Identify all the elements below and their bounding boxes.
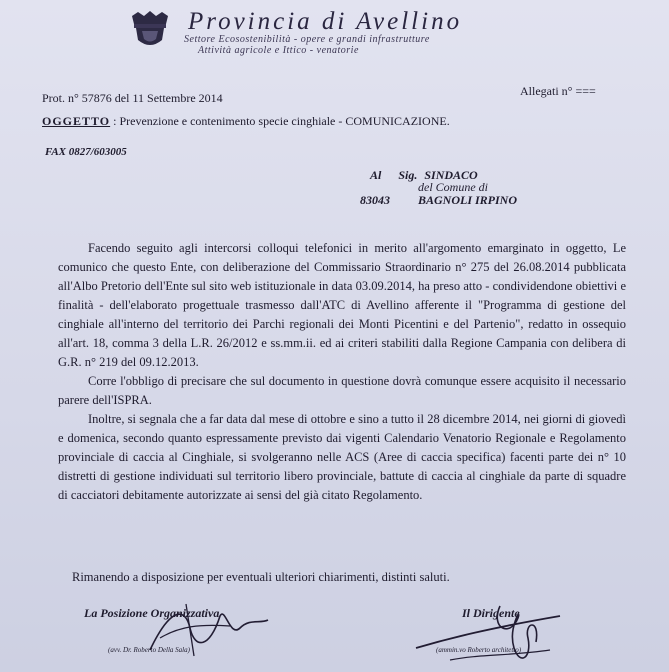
recipient-town: BAGNOLI IRPINO [418, 193, 518, 207]
subject-line [42, 114, 450, 129]
signature-left-name: (avv. Dr. Roberto Della Sala) [108, 646, 190, 654]
recipient-line-2: del Comune di [418, 180, 488, 194]
letterhead-subtitle-activities: Attività agricole e Ittico - venatorie [198, 45, 359, 56]
signature-right-title: Il Dirigente [462, 606, 520, 620]
attachments-count: Allegati n° === [520, 84, 596, 98]
subject-label: OGGETTO [42, 114, 111, 128]
subject-text: : Prevenzione e contenimento specie cinghiale - COMUNICAZIONE. [113, 114, 450, 128]
body-paragraph: Corre l'obbligo di precisare che sul documento in questione dovrà comunque essere acquisito il necessario parere dell'ISPRA. [58, 374, 626, 407]
recipient-name: SINDACO [424, 168, 478, 182]
signature-left-title: La Posizione Organizzativa [84, 606, 220, 620]
recipient-postcode: 83043 [360, 193, 390, 207]
recipient-title: Sig. [398, 168, 418, 182]
fax-number: FAX 0827/603005 [45, 146, 127, 158]
letterhead-subtitle-sector: Settore Ecosostenibilità - opere e grandi infrastrutture [184, 34, 430, 45]
protocol-reference: Prot. n° 57876 del 11 Settembre 2014 [42, 91, 223, 105]
recipient-prefix: Al [370, 168, 382, 182]
provincial-crest-icon [128, 10, 172, 50]
letterhead-title: Provincia di Avellino [188, 8, 463, 35]
body-paragraph: Inoltre, si segnala che a far data dal mese di ottobre e sino a tutto il 28 dicembre 2014, nei giorni di giovedì e domenica, secondo quanto espressamente previsto dai vigenti Calendario Venatorio Regionale e Regolamento provinciale di caccia al Cinghiale, si svolgeranno nelle ACS (Aree di caccia specifica) facenti parte dei n° 10 distretti di gestione individuati sul territorio libero provinciale, battute di caccia al cinghiale da parte di squadre di cacciatori debitamente autorizzate ai sensi del già citato Regolamento. [58, 412, 626, 502]
letter-body [58, 239, 626, 505]
signature-right-name: (ammin.vo Roberto architetto) [436, 646, 522, 654]
body-paragraph: Facendo seguito agli intercorsi colloqui telefonici in merito all'argomento emarginato in oggetto, Le comunico che questo Ente, con deliberazione del Commissario Straordinario n° 275 del 26.08.2014 pubblicata all'Albo Pretorio dell'Ente sul sito web istituzionale in data 03.09.2014, ha preso atto - condividendone obiettivi e finalità - dell'elaborato progettuale trasmesso dall'ATC di Avellino afferente il "Programma di gestione del cinghiale all'interno del territorio dei Parchi regionali dei Monti Picentini e del Partenio", redatto in ossequio all'art. 18, comma 3 della L.R. 26/2012 e ss.mm.ii. ed ai criteri stabiliti dalla Regione Campania con delibera di G.R. n° 219 del 09.12.2013. [58, 241, 626, 369]
handwritten-signature-right [410, 598, 570, 670]
closing-salutation: Rimanendo a disposizione per eventuali ulteriori chiarimenti, distinti saluti. [72, 570, 450, 584]
